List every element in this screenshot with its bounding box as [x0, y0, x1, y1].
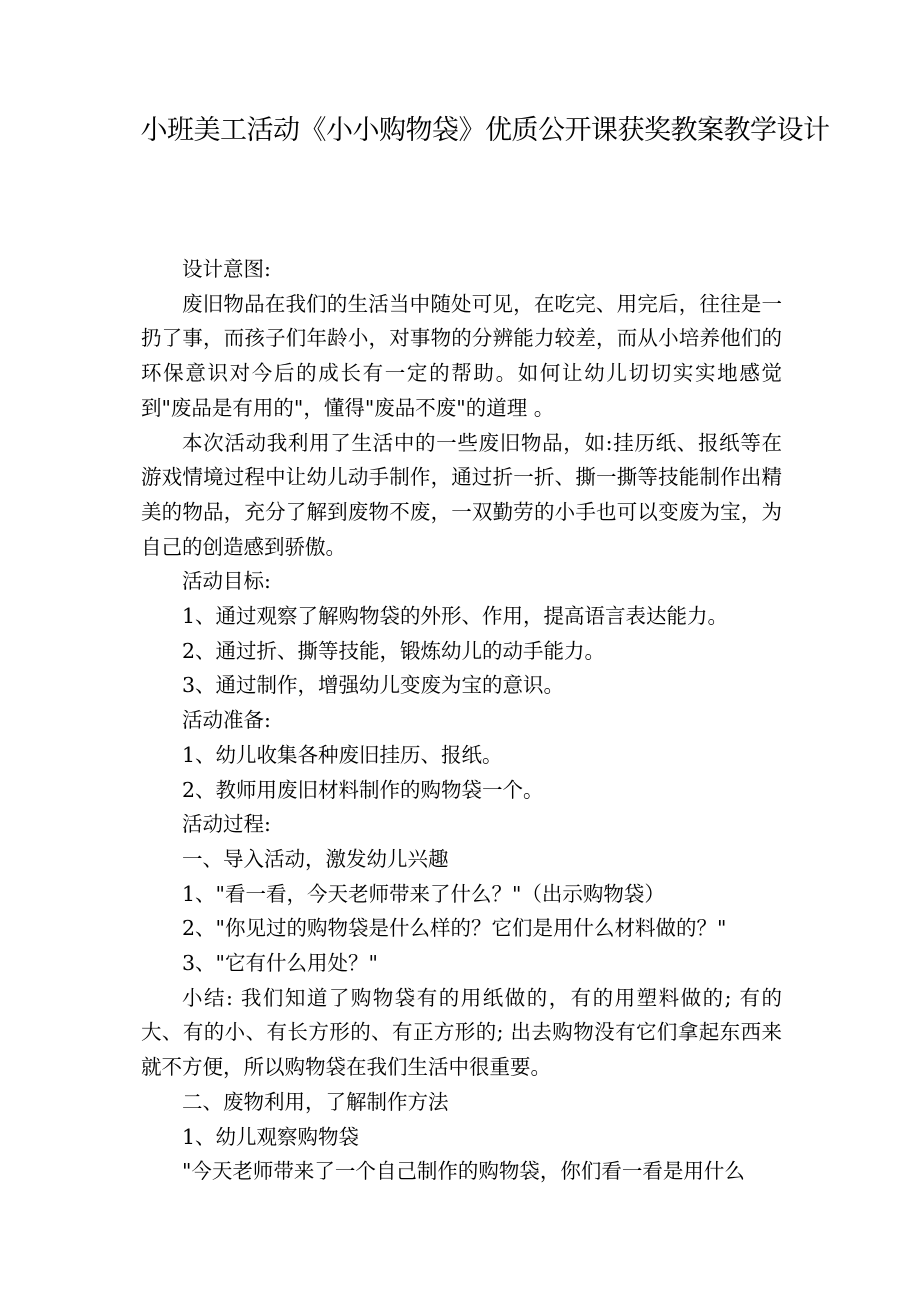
paragraph: 活动目标: — [182, 569, 271, 594]
paragraph: 1、"看一看，今天老师带来了什么？"（出示购物袋） — [182, 881, 665, 906]
paragraph: 废旧物品在我们的生活当中随处可见，在吃完、用完后，往往是一扔了事，而孩子们年龄小，对事物的分辨能力较差，而从小培养他们的环保意识对今后的成长有一定的帮助。如何让幼儿切切实实地感觉到"废品是有用的"，懂得"废品不废"的道理 。 — [141, 291, 782, 420]
paragraph: 2、"你见过的购物袋是什么样的？它们是用什么材料做的？" — [182, 916, 727, 941]
paragraph: 活动准备: — [182, 708, 271, 733]
paragraph: "今天老师带来了一个自己制作的购物袋，你们看一看是用什么 — [182, 1159, 745, 1184]
paragraph: 二、废物利用，了解制作方法 — [182, 1089, 449, 1114]
paragraph: 小结: 我们知道了购物袋有的用纸做的，有的用塑料做的; 有的大、有的小、有长方形的、有正方形的; 出去购物没有它们拿起东西来就不方便，所以购物袋在我们生活中很重要。 — [141, 985, 782, 1080]
paragraph: 设计意图: — [182, 257, 271, 281]
paragraph: 3、"它有什么用处？" — [182, 951, 378, 976]
paragraph: 1、幼儿收集各种废旧挂历、报纸。 — [182, 742, 503, 767]
document-body — [141, 252, 782, 1189]
paragraph: 本次活动我利用了生活中的一些废旧物品，如:挂历纸、报纸等在游戏情境过程中让幼儿动手制作，通过折一折、撕一撕等技能制作出精美的物品，充分了解到废物不废，一双勤劳的小手也可以变废为宝，为自己的创造感到骄傲。 — [141, 430, 782, 559]
document-title: 小班美工活动《小小购物袋》优质公开课获奖教案教学设计 — [140, 115, 830, 146]
paragraph: 2、通过折、撕等技能，锻炼幼儿的动手能力。 — [182, 638, 606, 663]
paragraph: 一、导入活动，激发幼儿兴趣 — [182, 846, 449, 871]
paragraph: 1、通过观察了解购物袋的外形、作用，提高语言表达能力。 — [182, 604, 729, 629]
paragraph: 3、通过制作，增强幼儿变废为宝的意识。 — [182, 673, 565, 698]
paragraph: 1、幼儿观察购物袋 — [182, 1124, 360, 1149]
paragraph: 活动过程: — [182, 812, 271, 837]
paragraph: 2、教师用废旧材料制作的购物袋一个。 — [182, 777, 544, 802]
